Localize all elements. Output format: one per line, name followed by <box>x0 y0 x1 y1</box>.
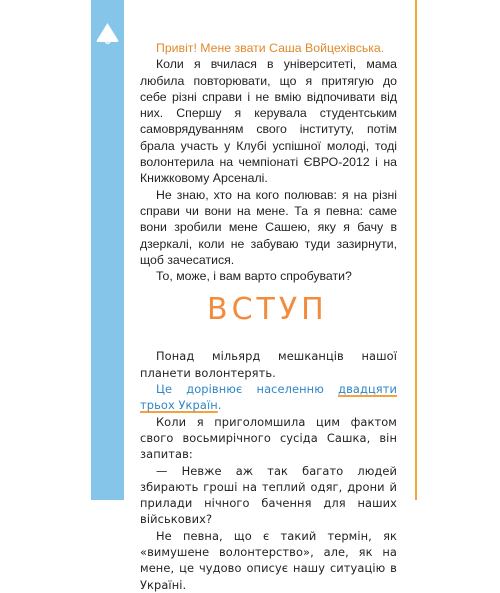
section-body <box>140 348 397 592</box>
greeting: Привіт! Мене звати Саша Войцехівська. <box>156 41 385 55</box>
highlight-underlined: двадцяти трьох Україн <box>140 382 397 413</box>
body-paragraph-2 <box>140 381 397 414</box>
body-paragraph-3: Коли я приголомшила цим фактом свого восьмирічного сусіда Сашка, він запитав: <box>140 414 397 462</box>
section-title: ВСТУП <box>207 292 328 328</box>
right-margin-rule <box>415 0 417 500</box>
intro-paragraph-2: Не знаю, хто на кого полював: я на різні справи чи вони на мене. Та я певна: саме вони зробили мене Сашею, яку я бачу в дзеркалі, коли не забуваю туди зазирнути, щоб зачесатися. <box>140 187 397 267</box>
page-number: 6 <box>104 35 111 47</box>
page-content <box>140 40 397 593</box>
highlight-suffix: . <box>217 398 222 413</box>
body-paragraph-5: Не певна, що є такий термін, як «вимушене волонтерство», але, як на мене, це чудово описує нашу ситуацію в Україні. <box>140 528 397 592</box>
page-sidebar <box>91 0 124 500</box>
intro-paragraph-3: То, може, і вам варто спробувати? <box>156 269 352 284</box>
body-paragraph-1: Понад мільярд мешканців нашої планети волонтерять. <box>140 349 397 380</box>
intro-paragraph-1: Коли я вчилася в університеті, мама любила повторювати, що я притягую до себе різні справи і не вмію відпочивати від них. Спершу я керувала студентським самоврядуванням свого інституту, потім брала участь у Клубі успішної молоді, тоді волонтерила на чемпіонаті ЄВРО-2012 і на Книжковому Арсеналі. <box>140 57 397 186</box>
highlight-prefix: Це дорівнює населенню <box>156 382 339 397</box>
body-paragraph-4: — Невже аж так багато людей збирають гроші на теплий одяг, дрони й прилади нічного бачення для наших військових? <box>140 463 397 527</box>
section-heading-wrap <box>140 284 397 346</box>
